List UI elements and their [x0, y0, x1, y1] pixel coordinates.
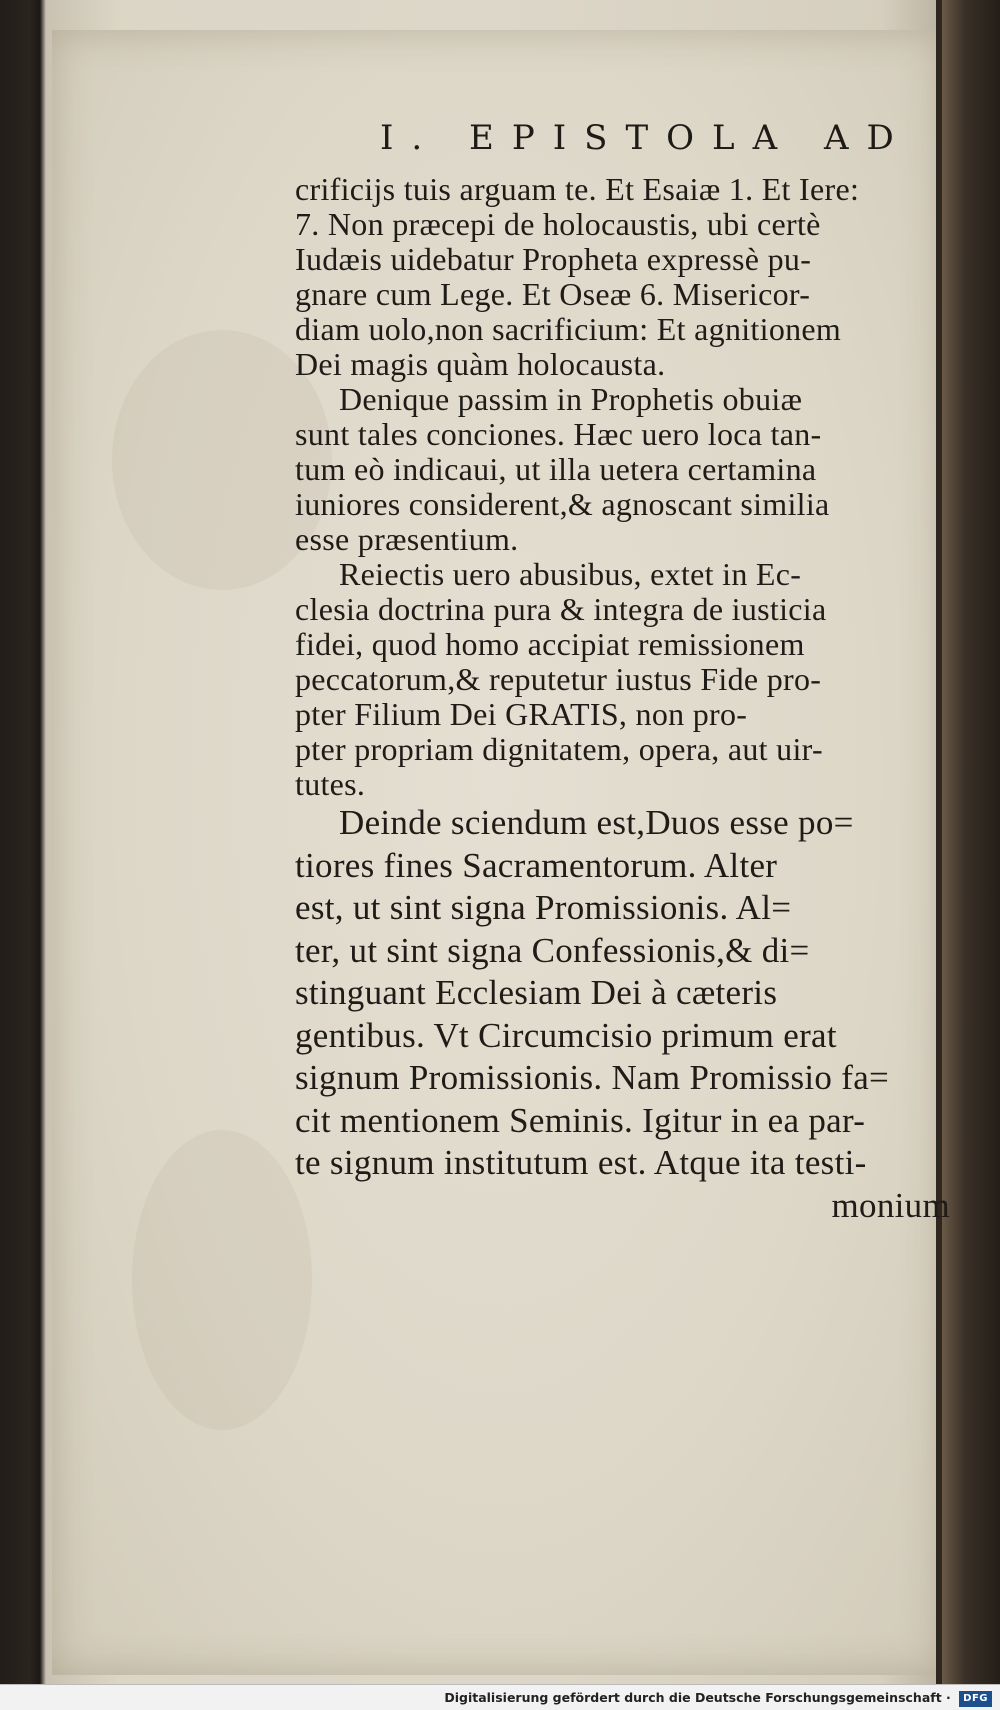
text-line: pter Filium Dei GRATIS, non pro-	[295, 696, 748, 732]
digitization-footer	[0, 1684, 1000, 1710]
text-line: Dei magis quàm holocausta.	[295, 346, 666, 382]
text-line: cit mentionem Seminis. Igitur in ea par-	[295, 1100, 866, 1140]
text-line: est, ut sint signa Promissionis. Al=	[295, 888, 792, 927]
dfg-logo: DFG	[959, 1691, 992, 1707]
text-line: sunt tales conciones. Hæc uero loca tan-	[295, 416, 822, 452]
text-line: peccatorum,& reputetur iustus Fide pro-	[295, 661, 822, 697]
text-line: signum Promissionis. Nam Promissio fa=	[295, 1058, 890, 1097]
text-line: gentibus. Vt Circumcisio primum erat	[295, 1015, 837, 1055]
text-line: Deinde sciendum est,Duos esse po=	[339, 803, 854, 842]
paper-stain	[132, 1130, 312, 1430]
text-line: esse præsentium.	[295, 521, 519, 557]
text-line: tum eò indicaui, ut illa uetera certamina	[295, 451, 817, 487]
text-line: Reiectis uero abusibus, extet in Ec-	[339, 556, 802, 592]
text-line: fidei, quod homo accipiat remissionem	[295, 626, 805, 662]
text-line: 7. Non præcepi de holocaustis, ubi certè	[295, 206, 821, 242]
text-line: pter propriam dignitatem, opera, aut uir-	[295, 731, 823, 767]
text-line: ter, ut sint signa Confessionis,& di=	[295, 930, 810, 970]
text-line: stinguant Ecclesiam Dei à cæteris	[295, 973, 778, 1012]
text-line: te signum institutum est. Atque ita testi-	[295, 1143, 867, 1182]
footer-text: Digitalisierung gefördert durch die Deutsche Forschungsgemeinschaft ·	[444, 1690, 951, 1705]
text-line: gnare cum Lege. Et Oseæ 6. Misericor-	[295, 276, 811, 312]
text-line: iuniores considerent,& agnoscant similia	[295, 486, 830, 522]
text-line: Denique passim in Prophetis obuiæ	[339, 381, 803, 417]
body-text	[295, 172, 950, 1227]
text-line: Iudæis uidebatur Propheta expressè pu-	[295, 241, 812, 277]
catchword: monium	[831, 1185, 950, 1225]
text-line: diam uolo,non sacrificium: Et agnitionem	[295, 311, 842, 347]
text-line: clesia doctrina pura & integra de iusticia	[295, 591, 827, 627]
text-line: tutes.	[295, 766, 366, 802]
book-spine	[942, 0, 1000, 1710]
running-head: I. EPISTOLA AD	[380, 118, 912, 158]
text-line: crificijs tuis arguam te. Et Esaiæ 1. Et Iere:	[295, 171, 860, 207]
text-line: tiores fines Sacramentorum. Alter	[295, 845, 778, 885]
